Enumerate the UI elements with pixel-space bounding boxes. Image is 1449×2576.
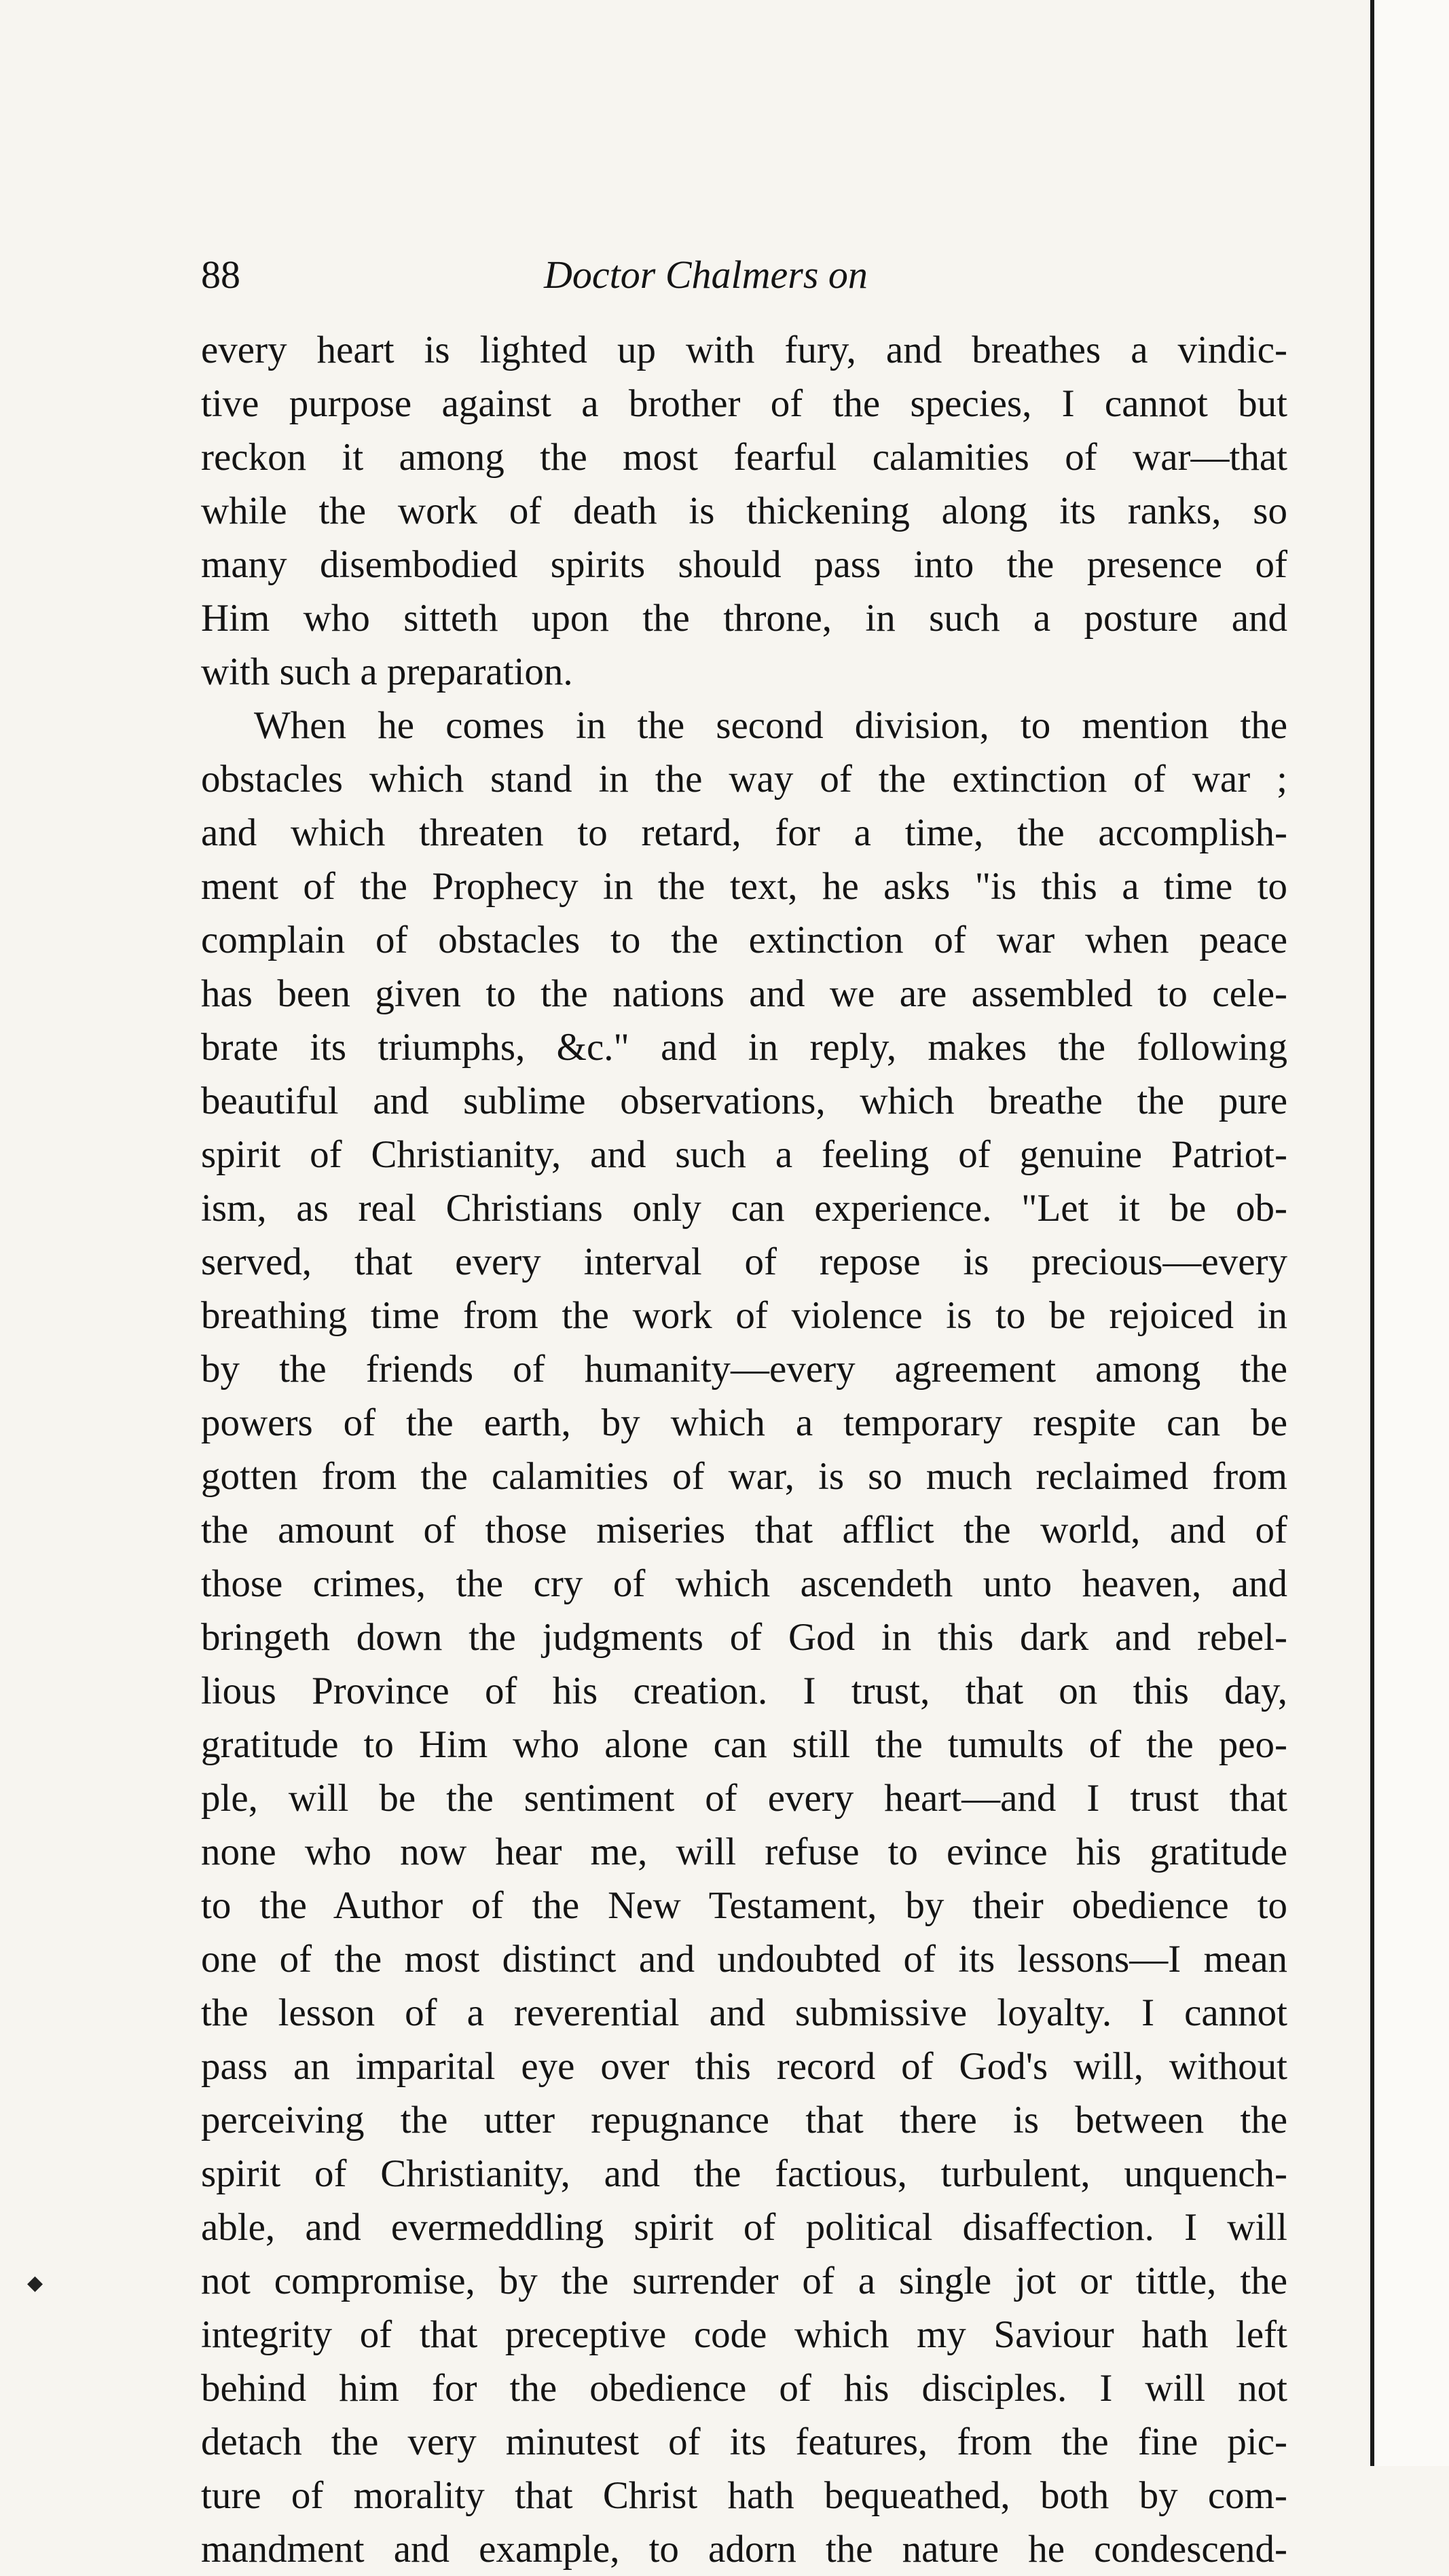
text-line: pass an imparital eye over this record of God's will, without: [201, 2045, 1287, 2088]
text-line: the lesson of a reverential and submissive loyalty. I cannot: [201, 1991, 1287, 2034]
text-line: Him who sitteth upon the throne, in such a posture and: [201, 597, 1287, 640]
text-line: brate its triumphs, &c." and in reply, makes the following: [201, 1026, 1287, 1069]
text-line: many disembodied spirits should pass into the presence of: [201, 543, 1287, 586]
text-line: by the friends of humanity—every agreement among the: [201, 1348, 1287, 1391]
text-line: reckon it among the most fearful calamities of war—that: [201, 436, 1287, 479]
text-line: gratitude to Him who alone can still the tumults of the peo-: [201, 1723, 1287, 1766]
text-line: detach the very minutest of its features, from the fine pic-: [201, 2421, 1287, 2463]
text-line: obstacles which stand in the way of the extinction of war ;: [201, 758, 1287, 801]
text-line: while the work of death is thickening along its ranks, so: [201, 490, 1287, 532]
paragraph-start-line: When he comes in the second division, to mention the: [254, 704, 1287, 747]
running-title: Doctor Chalmers on: [544, 253, 868, 297]
text-line: ple, will be the sentiment of every heart—and I trust that: [201, 1777, 1287, 1820]
text-line: bringeth down the judgments of God in this dark and rebel-: [201, 1616, 1287, 1659]
text-line: to the Author of the New Testament, by their obedience to: [201, 1884, 1287, 1927]
text-line: breathing time from the work of violence is to be rejoiced in: [201, 1294, 1287, 1337]
text-line: tive purpose against a brother of the species, I cannot but: [201, 382, 1287, 425]
text-line: those crimes, the cry of which ascendeth unto heaven, and: [201, 1562, 1287, 1605]
margin-blot: ◆: [27, 2272, 43, 2294]
text-line: one of the most distinct and undoubted of its lessons—I mean: [201, 1938, 1287, 1981]
text-line: perceiving the utter repugnance that there is between the: [201, 2099, 1287, 2141]
text-line: powers of the earth, by which a temporary respite can be: [201, 1401, 1287, 1444]
page-edge-line: [1370, 0, 1374, 2466]
page-margin-right: [1374, 0, 1449, 2466]
text-line: spirit of Christianity, and such a feeling of genuine Patriot-: [201, 1133, 1287, 1176]
text-line: not compromise, by the surrender of a single jot or tittle, the: [201, 2260, 1287, 2302]
body-text: [201, 323, 1287, 2576]
page-header: [201, 244, 1287, 306]
text-line: lious Province of his creation. I trust, that on this day,: [201, 1670, 1287, 1712]
text-line: behind him for the obedience of his disciples. I will not: [201, 2367, 1287, 2410]
page-number: 88: [201, 253, 240, 297]
text-line: ment of the Prophecy in the text, he asks "is this a time to: [201, 865, 1287, 908]
text-line: none who now hear me, will refuse to evince his gratitude: [201, 1830, 1287, 1873]
text-line: beautiful and sublime observations, which breathe the pure: [201, 1080, 1287, 1122]
text-line: integrity of that preceptive code which my Saviour hath left: [201, 2313, 1287, 2356]
text-line: and which threaten to retard, for a time, the accomplish-: [201, 811, 1287, 854]
text-line: complain of obstacles to the extinction of war when peace: [201, 919, 1287, 961]
text-line: with such a preparation.: [201, 650, 573, 693]
text-line: mandment and example, to adorn the nature he condescend-: [201, 2528, 1287, 2571]
text-line: the amount of those miseries that afflict the world, and of: [201, 1509, 1287, 1551]
text-line: served, that every interval of repose is precious—every: [201, 1240, 1287, 1283]
text-line: every heart is lighted up with fury, and breathes a vindic-: [201, 329, 1287, 371]
text-line: gotten from the calamities of war, is so much reclaimed from: [201, 1455, 1287, 1498]
text-line: ism, as real Christians only can experience. "Let it be ob-: [201, 1187, 1287, 1230]
text-line: able, and evermeddling spirit of political disaffection. I will: [201, 2206, 1287, 2249]
text-line: has been given to the nations and we are assembled to cele-: [201, 972, 1287, 1015]
text-line: spirit of Christianity, and the factious, turbulent, unquench-: [201, 2152, 1287, 2195]
text-line: ture of morality that Christ hath bequeathed, both by com-: [201, 2474, 1287, 2517]
